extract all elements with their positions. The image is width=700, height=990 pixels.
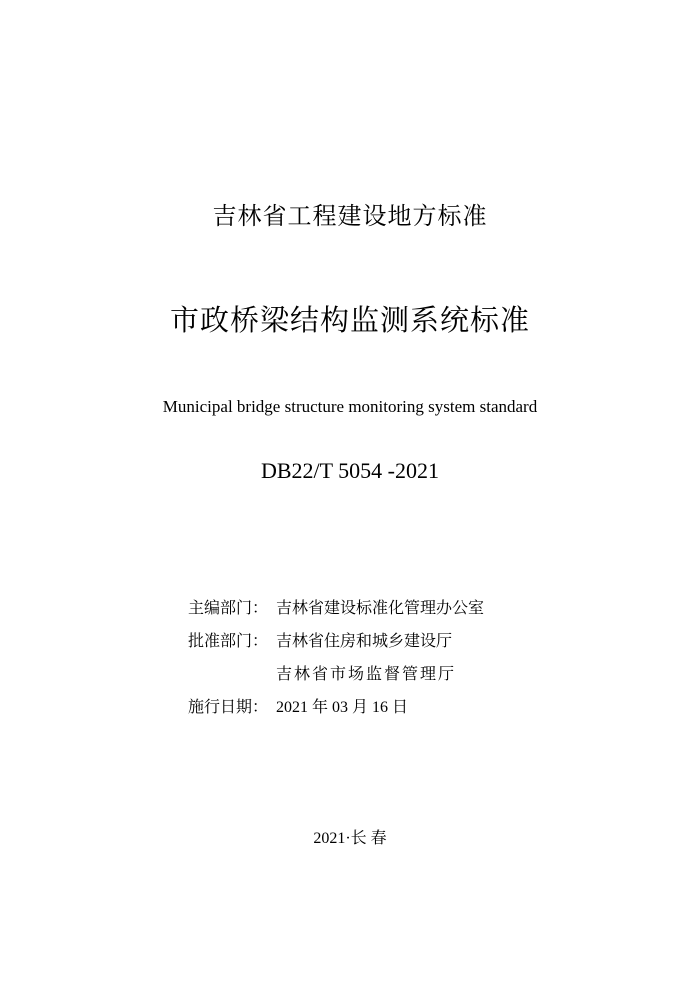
english-title: Municipal bridge structure monitoring system standard (162, 397, 538, 416)
approver-value-1: 吉林省住房和城乡建设厅 (276, 631, 453, 650)
approver-row (188, 628, 452, 651)
effective-date-value: 2021 年 03 月 16 日 (276, 699, 409, 716)
standard-number: DB22/T 5054 -2021 (260, 458, 440, 483)
main-title: 市政桥梁结构监测系统标准 (169, 303, 530, 337)
place-year: 2021·长 春 (313, 830, 387, 847)
effective-date-row (188, 694, 408, 717)
editor-value: 吉林省建设标准化管理办公室 (276, 598, 485, 617)
approver-row-2 (188, 661, 456, 684)
effective-label: 施行日期： (188, 697, 269, 716)
editor-label: 主编部门： (188, 598, 269, 617)
series-title: 吉林省工程建设地方标准 (212, 202, 488, 230)
editor-row (188, 595, 484, 618)
approver-label: 批准部门： (188, 631, 269, 650)
approver-value-2: 吉林省市场监督管理厅 (276, 664, 457, 683)
